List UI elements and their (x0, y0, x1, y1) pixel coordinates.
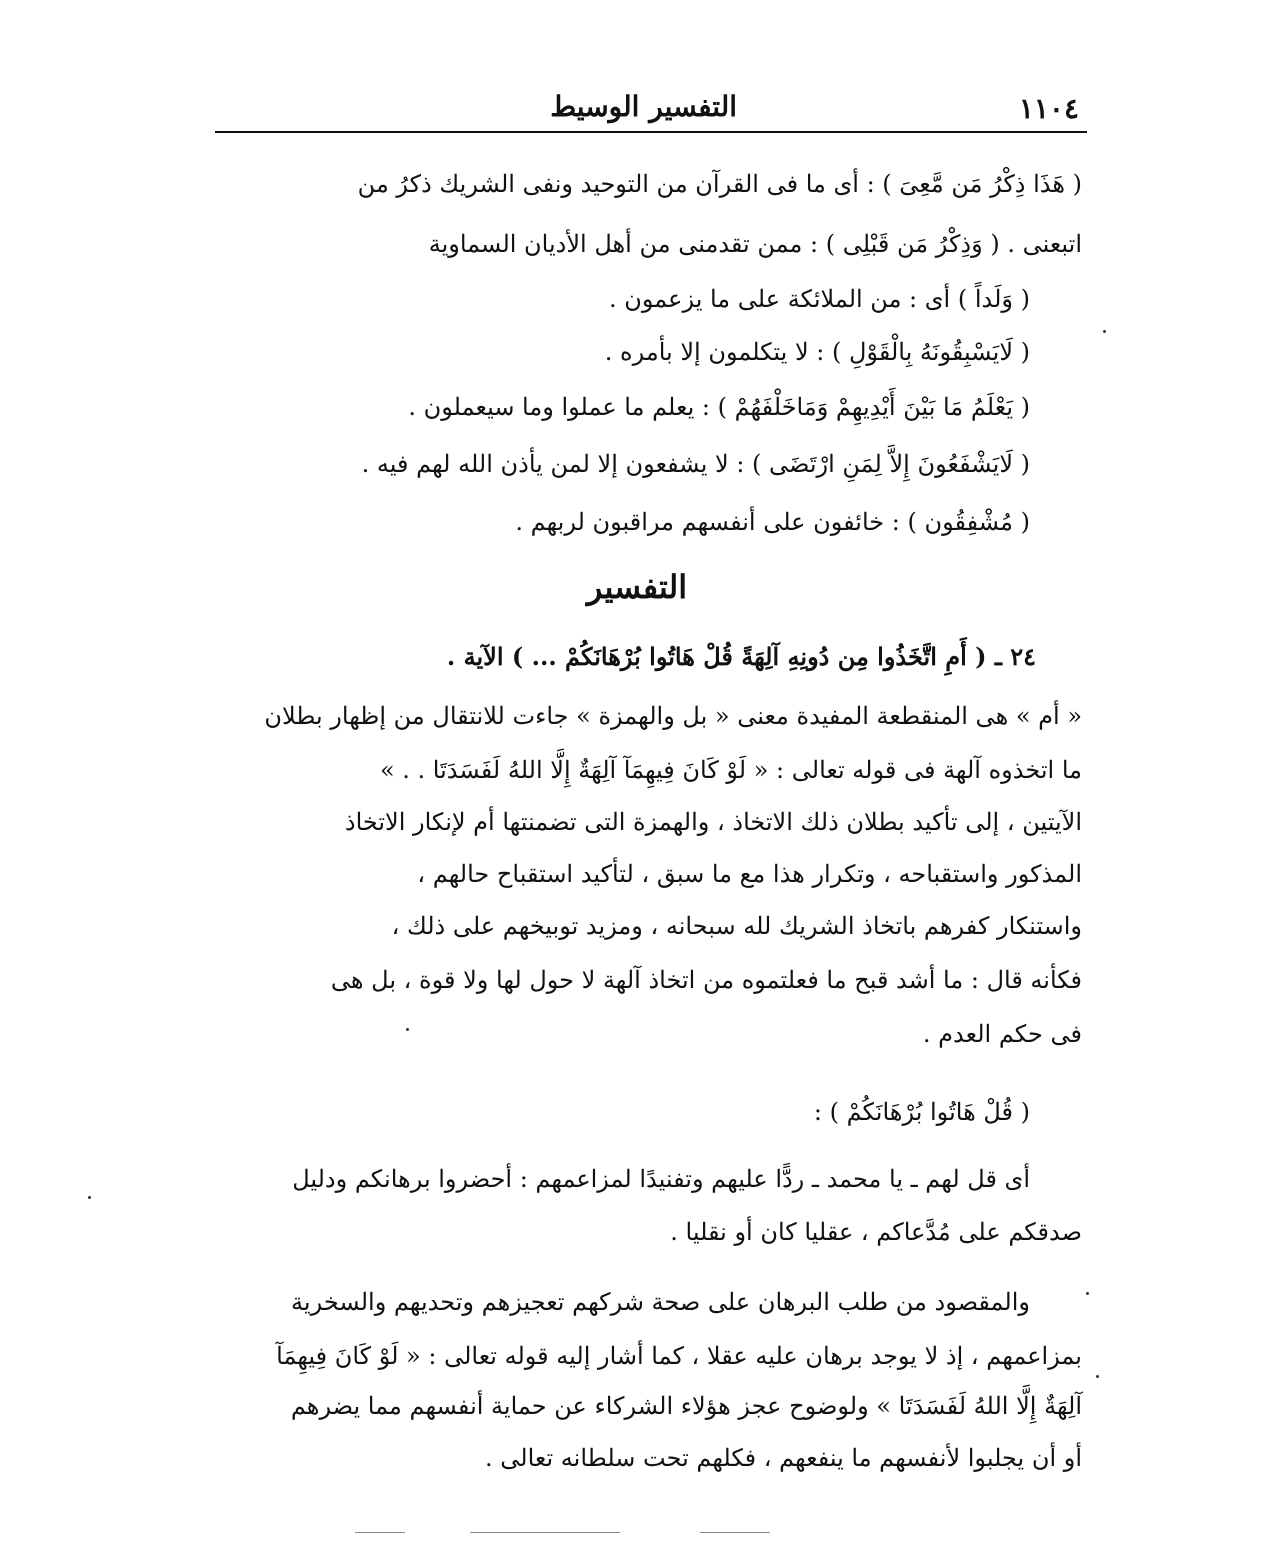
scan-speck (88, 1196, 91, 1199)
page-header (215, 82, 1087, 132)
footer-dash (355, 1532, 405, 1533)
paragraph-line: الآيتين ، إلى تأكيد بطلان ذلك الاتخاذ ، والهمزة التى تضمنتها أم لإنكار الاتخاذ (344, 808, 1082, 836)
paragraph-line: والمقصود من طلب البرهان على صحة شركهم تعجيزهم وتحديهم والسخرية (291, 1288, 1030, 1316)
footer-dash (700, 1532, 770, 1533)
paragraph-line: « أم » هى المنقطعة المفيدة معنى « بل والهمزة » جاءت للانتقال من إظهار بطلان (264, 702, 1082, 730)
scan-speck (406, 1028, 409, 1031)
glossary-line: ( مُشْفِقُون ) : خائفون على أنفسهم مراقبون لربهم . (515, 508, 1030, 536)
scan-speck (1103, 330, 1106, 333)
paragraph-line: بمزاعمهم ، إذ لا يوجد برهان عليه عقلا ، كما أشار إليه قوله تعالى : « لَوْ كَانَ فِيهِمَآ (276, 1342, 1082, 1370)
footer-dash (470, 1532, 620, 1533)
running-title: التفسير الوسيط (550, 90, 737, 123)
glossary-line: ( لَايَشْفَعُونَ إِلاَّ لِمَنِ ارْتَضَى ) : لا يشفعون إلا لمن يأذن الله لهم فيه . (361, 450, 1030, 478)
section-title: التفسير (586, 568, 688, 606)
glossary-line: اتبعنى . ( وَذِكْرُ مَن قَبْلِى ) : ممن تقدمنى من أهل الأديان السماوية (428, 230, 1082, 258)
subheading: ( قُلْ هَاتُوا بُرْهَانَكُمْ ) : (813, 1098, 1030, 1126)
paragraph-line: صدقكم على مُدَّعاكم ، عقليا كان أو نقليا . (670, 1218, 1082, 1246)
paragraph-line: فى حكم العدم . (922, 1020, 1082, 1048)
glossary-line: ( يَعْلَمُ مَا بَيْنَ أَيْدِيهِمْ وَمَاخَلْفَهُمْ ) : يعلم ما عملوا وما سيعملون . (408, 393, 1030, 421)
scan-speck (1086, 1292, 1089, 1295)
paragraph-line: أو أن يجلبوا لأنفسهم ما ينفعهم ، فكلهم تحت سلطانه تعالى . (485, 1444, 1082, 1472)
paragraph-line: آلِهَةٌ إِلَّا اللهُ لَفَسَدَتَا » ولوضوح عجز هؤلاء الشركاء عن حماية أنفسهم مما يضرهم (290, 1392, 1082, 1420)
scan-speck (1096, 1375, 1099, 1378)
paragraph-line: المذكور واستقباحه ، وتكرار هذا مع ما سبق ، لتأكيد استقباح حالهم ، (417, 860, 1082, 888)
glossary-line: ( لَايَسْبِقُونَهُ بِالْقَوْلِ ) : لا يتكلمون إلا بأمره . (604, 338, 1030, 366)
header-rule (215, 131, 1087, 133)
glossary-line: ( وَلَداً ) أى : من الملائكة على ما يزعمون . (608, 285, 1030, 313)
paragraph-line: فكأنه قال : ما أشد قبح ما فعلتموه من اتخاذ آلهة لا حول لها ولا قوة ، بل هى (330, 966, 1082, 994)
paragraph-line: أى قل لهم ـ يا محمد ـ ردًّا عليهم وتفنيدًا لمزاعمهم : أحضروا برهانكم ودليل (292, 1165, 1030, 1193)
glossary-line: ( هَذَا ذِكْرُ مَن مَّعِىَ ) : أى ما فى القرآن من التوحيد ونفى الشريك ذكرُ من (357, 170, 1082, 198)
page-number: ١١٠٤ (1018, 92, 1079, 125)
paragraph-line: ما اتخذوه آلهة فى قوله تعالى : « لَوْ كَانَ فِيهِمَآ آلِهَةٌ إِلَّا اللهُ لَفَسَدَتَا . . » (379, 756, 1082, 784)
verse-heading: ٢٤ ـ ( أَمِ اتَّخَذُوا مِن دُونِهِ آلِهَةً قُلْ هَاتُوا بُرْهَانَكُمْ ... ) الآية . (446, 642, 1036, 671)
paragraph-line: واستنكار كفرهم باتخاذ الشريك لله سبحانه ، ومزيد توبيخهم على ذلك ، (391, 912, 1082, 940)
